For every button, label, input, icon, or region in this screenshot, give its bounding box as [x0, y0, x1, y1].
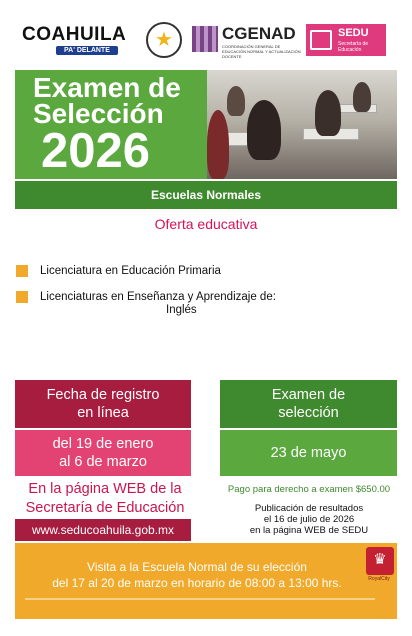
oferta-item-sub: Inglés [166, 304, 197, 316]
examen-pub-line3: en la página WEB de SEDU [249, 525, 369, 536]
examen-date: 23 de mayo [220, 430, 397, 476]
coahuila-tagline: PA' DELANTE [56, 46, 118, 55]
royal-caption: RoyalCity [368, 576, 390, 582]
hero-title-block [15, 70, 207, 179]
cgenad-title: CGENAD [222, 24, 296, 43]
sedu-title: SEDU [338, 27, 369, 39]
examen-header-line2: selección [278, 405, 339, 421]
registro-dates-line2: al 6 de marzo [59, 454, 147, 470]
examen-header-line1: Examen de [271, 387, 346, 403]
hero-year: 2026 [41, 124, 151, 178]
classroom-photo [207, 70, 397, 179]
logo-header [0, 18, 412, 62]
oferta-item: Licenciatura en Educación Primaria [40, 265, 221, 277]
gigante-logo [146, 22, 182, 58]
star-icon: ★ [155, 29, 173, 51]
banner-line2: del 17 al 20 de marzo en horario de 08:00 a 13:00 hrs. [52, 576, 342, 590]
registro-url-link[interactable]: www.seducoahuila.gob.mx [15, 519, 191, 541]
photo-student [315, 90, 341, 136]
escuelas-normales-bar: Escuelas Normales [15, 181, 397, 209]
bullet-icon [16, 291, 28, 303]
sedu-subtitle: Secretaría de Educación [338, 41, 369, 53]
registro-header-line1: Fecha de registro [46, 387, 160, 403]
examen-pub-line2: el 16 de julio de 2026 [263, 514, 355, 525]
photo-student [227, 86, 245, 116]
photo-student [207, 110, 229, 179]
photo-student [353, 82, 371, 112]
examen-publicacion [214, 503, 404, 536]
oferta-title: Oferta educativa [154, 216, 258, 232]
registro-header [15, 380, 191, 428]
examen-pub-line1: Publicación de resultados [254, 503, 364, 514]
registro-web-line1: En la página WEB de la [28, 481, 182, 497]
crown-icon: ♛ [366, 547, 394, 575]
book-icon [310, 30, 332, 50]
registro-web-line2: Secretaría de Educación [25, 500, 185, 516]
registro-dates-line1: del 19 de enero [52, 436, 154, 452]
coahuila-logo [22, 24, 134, 58]
bullet-icon [16, 265, 28, 277]
hero-title-line2: Selección [33, 98, 164, 129]
registro-dates [15, 430, 191, 476]
cgenad-subtitle: COORDINACIÓN GENERAL DE EDUCACIÓN NORMAL Y ACTUALIZACIÓN DOCENTE [222, 44, 301, 59]
sedu-logo [306, 24, 386, 56]
registro-header-line2: en línea [77, 405, 129, 421]
cgenad-logo [192, 24, 304, 58]
coahuila-name: COAHUILA [22, 24, 127, 45]
examen-pago: Pago para derecho a examen $650.00 [227, 484, 391, 495]
visita-banner [15, 543, 397, 619]
photo-student [247, 100, 281, 160]
registro-web-text [15, 480, 195, 518]
hero [15, 70, 397, 179]
hero-title-line1: Examen de [33, 72, 181, 103]
cgenad-grid-icon [192, 26, 218, 52]
banner-arrow [25, 598, 375, 600]
banner-line1: Visita a la Escuela Normal de su elección [87, 560, 307, 574]
oferta-item: Licenciaturas en Enseñanza y Aprendizaje de: [40, 291, 276, 303]
examen-header [220, 380, 397, 428]
